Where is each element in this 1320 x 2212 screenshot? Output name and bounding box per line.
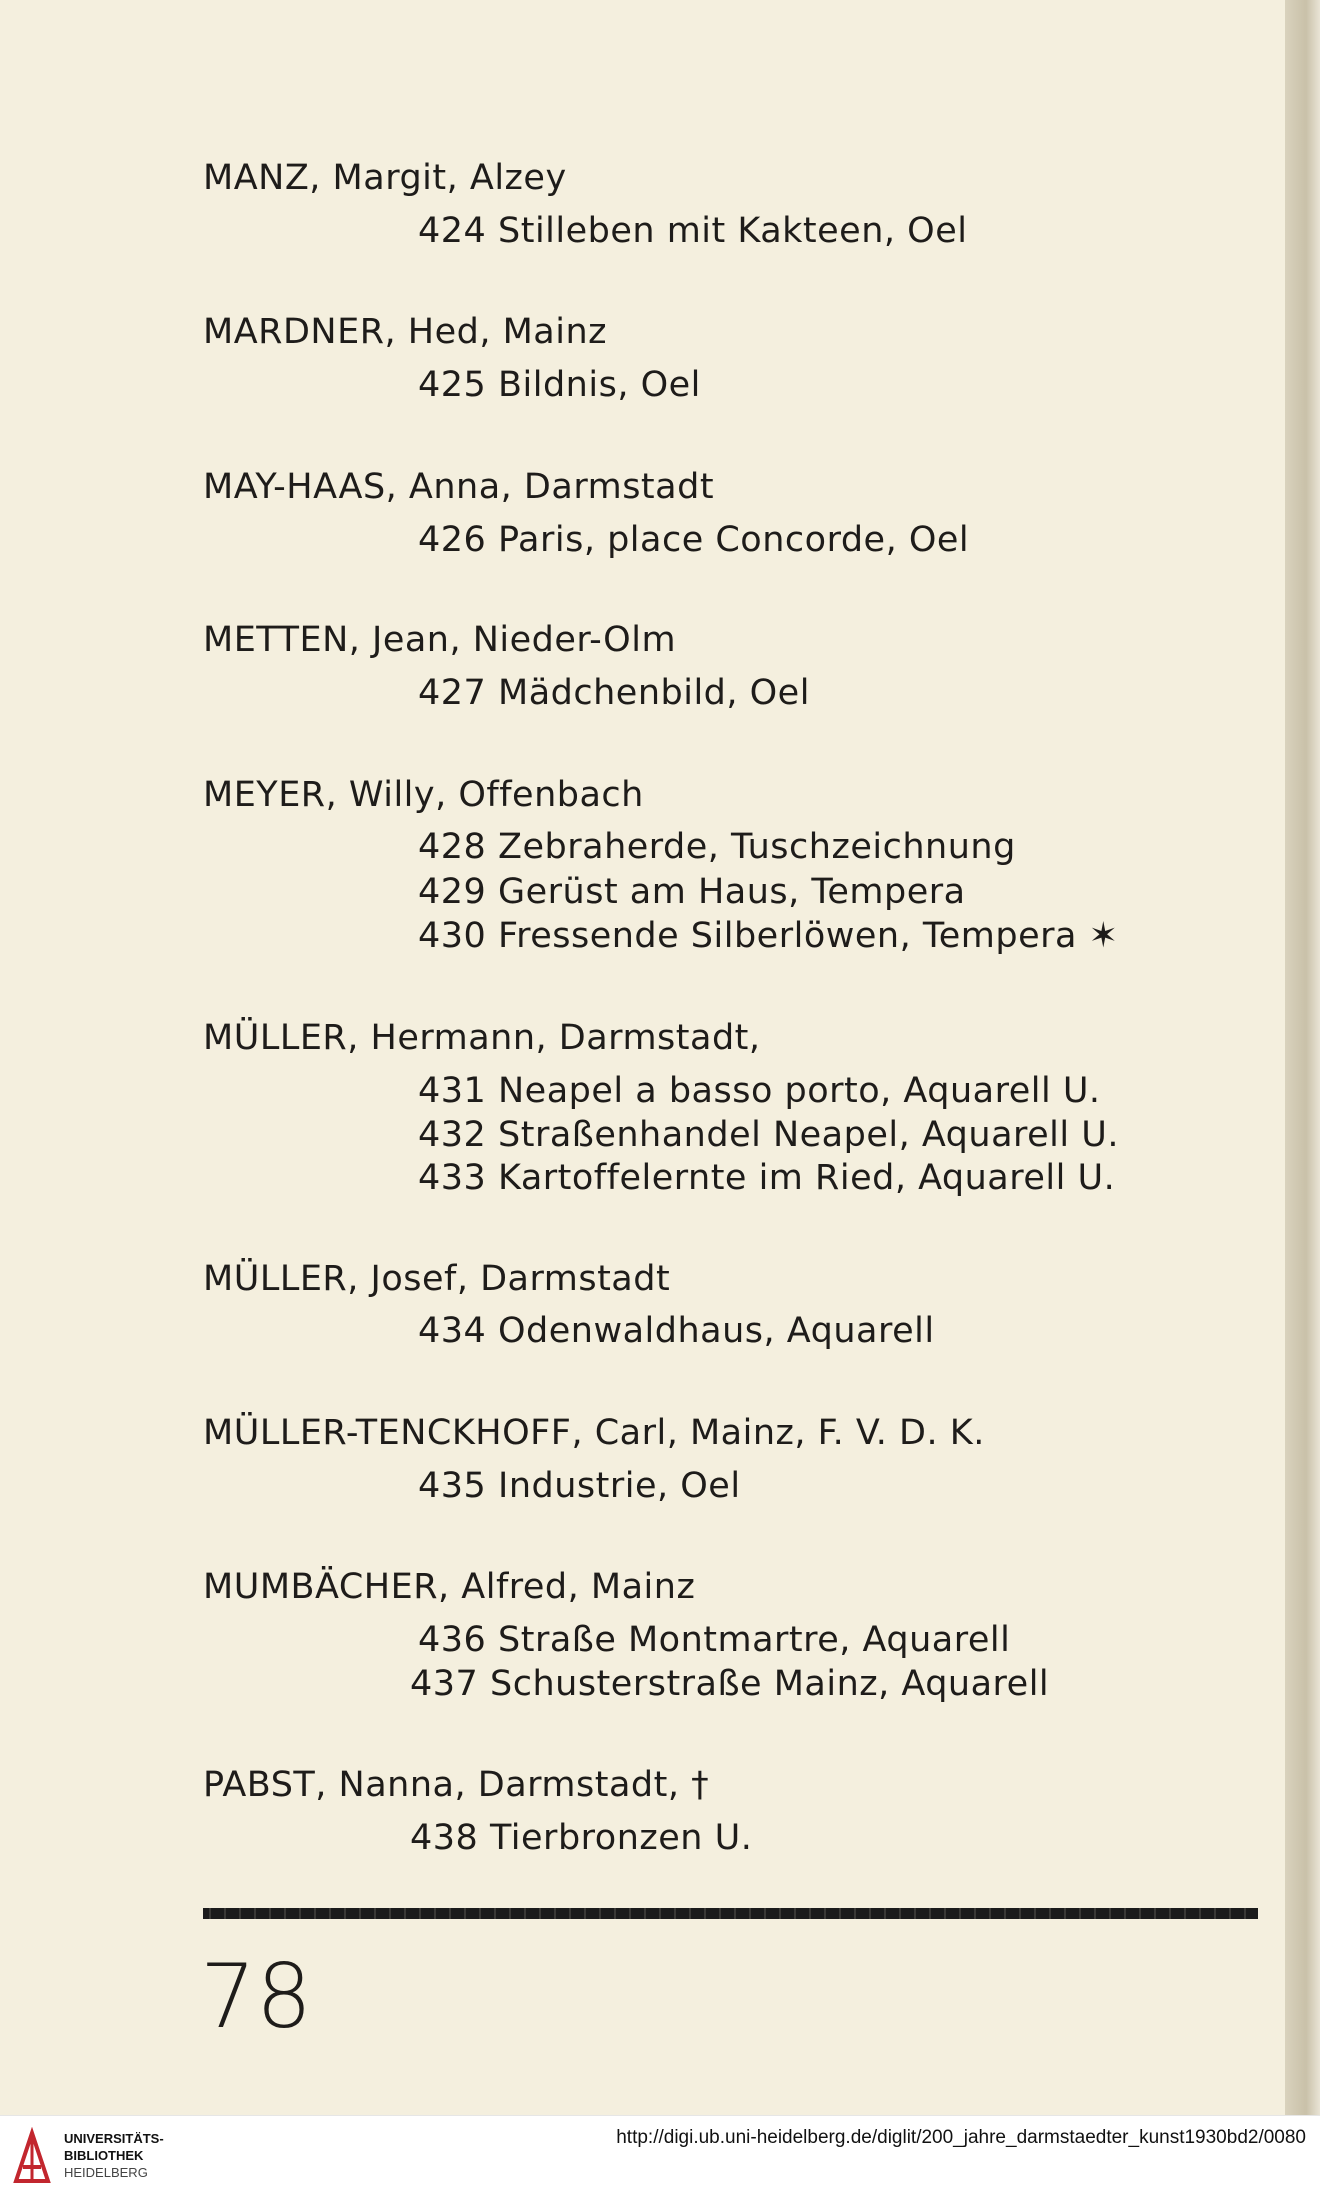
work-number: 436 xyxy=(418,1620,487,1660)
artist-heading: METTEN, Jean, Nieder-Olm xyxy=(203,620,677,660)
work-title: Schusterstraße Mainz, Aquarell xyxy=(490,1664,1050,1704)
library-name xyxy=(64,2130,164,2181)
work-title: Paris, place Concorde, Oel xyxy=(498,520,970,560)
work-title: Zebraherde, Tuschzeichnung xyxy=(498,827,1016,867)
work-title: Straße Montmartre, Aquarell xyxy=(498,1620,1011,1660)
work-line xyxy=(418,1115,1119,1155)
work-number: 430 xyxy=(418,916,487,956)
work-number: 425 xyxy=(418,365,487,405)
horizontal-rule xyxy=(203,1908,1258,1919)
artist-heading: PABST, Nanna, Darmstadt, † xyxy=(203,1765,710,1805)
work-line xyxy=(418,211,967,251)
artist-heading: MÜLLER-TENCKHOFF, Carl, Mainz, F. V. D. K. xyxy=(203,1413,985,1453)
work-number: 424 xyxy=(418,211,487,251)
work-title: Fressende Silberlöwen, Tempera ✶ xyxy=(498,916,1119,956)
work-line xyxy=(418,1620,1010,1660)
work-line xyxy=(418,365,701,405)
work-title: Industrie, Oel xyxy=(498,1466,741,1506)
work-number: 426 xyxy=(418,520,487,560)
artist-heading: MARDNER, Hed, Mainz xyxy=(203,312,608,352)
work-number: 438 xyxy=(410,1818,479,1858)
work-number: 427 xyxy=(418,673,487,713)
work-number: 433 xyxy=(418,1158,487,1198)
page-number: 78 xyxy=(200,1945,312,2048)
work-line xyxy=(418,916,1118,956)
work-line xyxy=(418,872,966,912)
library-name-line: BIBLIOTHEK xyxy=(64,2148,144,2163)
work-title: Neapel a basso porto, Aquarell U. xyxy=(498,1071,1101,1111)
artist-heading: MÜLLER, Hermann, Darmstadt, xyxy=(203,1018,761,1058)
work-title: Bildnis, Oel xyxy=(498,365,701,405)
work-number: 429 xyxy=(418,872,487,912)
work-line xyxy=(418,1311,935,1351)
book-spine-edge xyxy=(1285,0,1320,2115)
work-title: Straßenhandel Neapel, Aquarell U. xyxy=(498,1115,1119,1155)
work-line xyxy=(418,673,810,713)
work-number: 437 xyxy=(410,1664,479,1704)
library-name-line: UNIVERSITÄTS- xyxy=(64,2131,164,2146)
artist-heading: MEYER, Willy, Offenbach xyxy=(203,775,644,815)
work-line xyxy=(410,1818,752,1858)
work-number: 435 xyxy=(418,1466,487,1506)
work-title: Odenwaldhaus, Aquarell xyxy=(498,1311,935,1351)
work-title: Kartoffelernte im Ried, Aquarell U. xyxy=(498,1158,1116,1198)
artist-heading: MUMBÄCHER, Alfred, Mainz xyxy=(203,1567,696,1607)
work-line xyxy=(418,827,1016,867)
work-title: Gerüst am Haus, Tempera xyxy=(498,872,966,912)
work-line xyxy=(418,520,969,560)
work-line xyxy=(418,1466,741,1506)
library-name-line: HEIDELBERG xyxy=(64,2165,148,2180)
work-line xyxy=(418,1071,1101,1111)
work-number: 434 xyxy=(418,1311,487,1351)
work-number: 432 xyxy=(418,1115,487,1155)
source-url-link[interactable]: http://digi.ub.uni-heidelberg.de/diglit/200_jahre_darmstaedter_kunst1930bd2/0080 xyxy=(616,2127,1306,2148)
work-title: Tierbronzen U. xyxy=(490,1818,753,1858)
work-number: 431 xyxy=(418,1071,487,1111)
work-line xyxy=(418,1158,1115,1198)
artist-heading: MAY-HAAS, Anna, Darmstadt xyxy=(203,467,715,507)
work-number: 428 xyxy=(418,827,487,867)
university-library-logo-icon xyxy=(12,2127,52,2187)
artist-heading: MÜLLER, Josef, Darmstadt xyxy=(203,1259,671,1299)
work-title: Mädchenbild, Oel xyxy=(498,673,810,713)
artist-heading: MANZ, Margit, Alzey xyxy=(203,158,567,198)
work-line xyxy=(410,1664,1049,1704)
work-title: Stilleben mit Kakteen, Oel xyxy=(498,211,968,251)
